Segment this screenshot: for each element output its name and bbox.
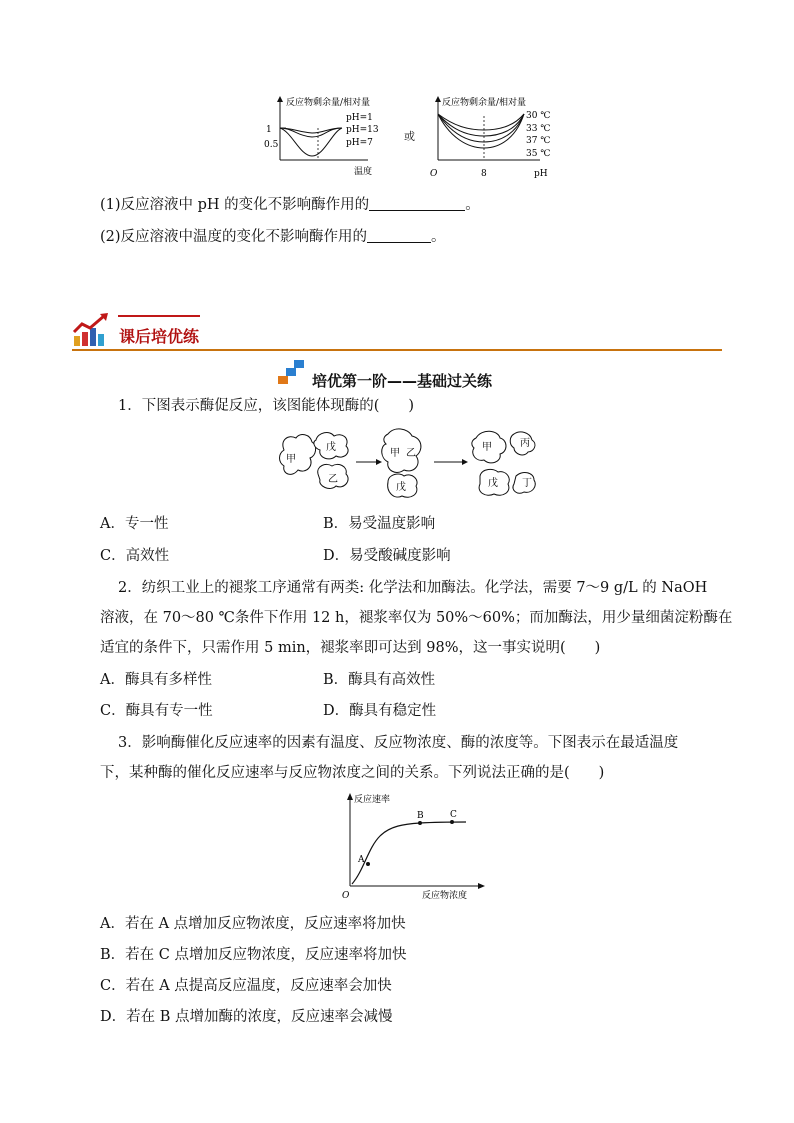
q3-point-b — [418, 821, 422, 825]
pre-question-2 — [100, 228, 446, 246]
section-title: 课后培优练 — [119, 327, 200, 346]
pre-q2-end: 。 — [431, 229, 446, 245]
reaction-rate-chart — [340, 790, 490, 904]
fig-left-curve-ph7: pH=7 — [346, 138, 373, 148]
fig-left-curve-ph13: pH=13 — [346, 125, 379, 135]
q2-stem-line-3: 适宜的条件下，只需作用 5 min，褪浆率即可达到 98%，这一事实说明( ) — [100, 640, 601, 656]
diagram-label-wu-2: 戊 — [396, 482, 406, 493]
q3-point-a — [366, 862, 370, 866]
figure-connector: 或 — [404, 130, 415, 143]
q3-option-b[interactable]: B．若在 C 点增加反应物浓度，反应速率将加快 — [100, 947, 407, 963]
fig-right-xlabel: pH — [534, 169, 548, 179]
q3-chart-ylabel: 反应速率 — [354, 795, 391, 805]
q3-option-c[interactable]: C．若在 A 点提高反应温度，反应速率会加快 — [100, 978, 392, 994]
q1-stem: 1．下图表示酶促反应，该图能体现酶的( ) — [118, 398, 415, 414]
fig-left-ylabel: 反应物剩余量/相对量 — [286, 98, 371, 108]
fig-left-ytick-1: 1 — [266, 125, 272, 135]
q3-stem-line-2: 下，某种酶的催化反应速率与反应物浓度之间的关系。下列说法正确的是( ) — [100, 765, 605, 781]
diagram-label-wu-1: 戊 — [326, 442, 336, 453]
pre-q2-text: (2)反应溶液中温度的变化不影响酶作用的 — [100, 229, 368, 245]
fig-right-origin: O — [430, 169, 438, 179]
q3-chart-origin: O — [342, 891, 350, 901]
diagram-label-jia-3: 甲 — [482, 442, 492, 453]
growth-chart-icon — [72, 312, 112, 348]
fig-right-curve-37: 37 ℃ — [526, 136, 551, 146]
q3-chart-label-a: A — [358, 855, 365, 865]
q1-option-b[interactable]: B．易受温度影响 — [323, 516, 436, 532]
q3-chart-xlabel: 反应物浓度 — [422, 891, 468, 901]
diagram-label-bing: 丙 — [520, 438, 530, 449]
diagram-label-jia-2: 甲 — [390, 448, 400, 459]
pre-q1-blank — [369, 196, 465, 211]
q2-option-c[interactable]: C．酶具有专一性 — [100, 703, 213, 719]
pre-q2-blank — [367, 228, 431, 243]
diagram-label-yi-1: 乙 — [328, 474, 338, 485]
section-divider — [72, 349, 722, 351]
fig-left-ytick-05: 0.5 — [264, 140, 279, 150]
fig-left-xlabel: 温度 — [354, 167, 373, 177]
q3-stem-line-1: 3．影响酶催化反应速率的因素有温度、反应物浓度、酶的浓度等。下图表示在最适温度 — [118, 735, 679, 751]
diagram-label-wu-3: 戊 — [488, 478, 498, 489]
fig-right-xtick: 8 — [481, 169, 487, 179]
q3-chart-label-c: C — [450, 810, 457, 820]
section-top-line — [118, 315, 200, 317]
q2-stem-line-1: 2．纺织工业上的褪浆工序通常有两类: 化学法和加酶法。化学法，需要 7～9 g/L 的 NaOH — [118, 580, 708, 596]
q3-point-c — [450, 820, 454, 824]
q3-option-a[interactable]: A．若在 A 点增加反应物浓度，反应速率将加快 — [100, 916, 406, 932]
enzyme-reaction-diagram — [276, 424, 548, 504]
q1-option-c[interactable]: C．高效性 — [100, 548, 170, 564]
q2-stem-line-2: 溶液，在 70～80 ℃条件下作用 12 h，褪浆率仅为 50%～60%；而加酶法，用少量细菌淀粉酶在 — [100, 610, 733, 626]
q2-option-d[interactable]: D．酶具有稳定性 — [323, 703, 437, 719]
figure-top-left — [262, 92, 402, 180]
q2-option-b[interactable]: B．酶具有高效性 — [323, 672, 436, 688]
diagram-label-yi-2: 乙 — [406, 448, 416, 459]
fig-right-curve-33: 33 ℃ — [526, 124, 551, 134]
q1-option-a[interactable]: A．专一性 — [100, 516, 169, 532]
stage-icon — [276, 358, 310, 386]
fig-right-curve-30: 30 ℃ — [526, 111, 551, 121]
pre-question-1 — [100, 196, 480, 214]
fig-left-curve-ph1: pH=1 — [346, 113, 373, 123]
diagram-label-ding: 丁 — [522, 478, 532, 489]
q1-option-d[interactable]: D．易受酸碱度影响 — [323, 548, 451, 564]
stage-title: 培优第一阶——基础过关练 — [312, 372, 493, 390]
q3-option-d[interactable]: D．若在 B 点增加酶的浓度，反应速率会减慢 — [100, 1009, 393, 1025]
pre-q1-text: (1)反应溶液中 pH 的变化不影响酶作用的 — [100, 197, 370, 213]
q2-option-a[interactable]: A．酶具有多样性 — [100, 672, 212, 688]
pre-q1-end: 。 — [465, 197, 480, 213]
q3-chart-label-b: B — [417, 811, 424, 821]
fig-right-ylabel: 反应物剩余量/相对量 — [442, 98, 527, 108]
figure-top-right — [428, 92, 558, 180]
fig-right-curve-35: 35 ℃ — [526, 149, 551, 159]
diagram-label-jia-1: 甲 — [286, 454, 296, 465]
